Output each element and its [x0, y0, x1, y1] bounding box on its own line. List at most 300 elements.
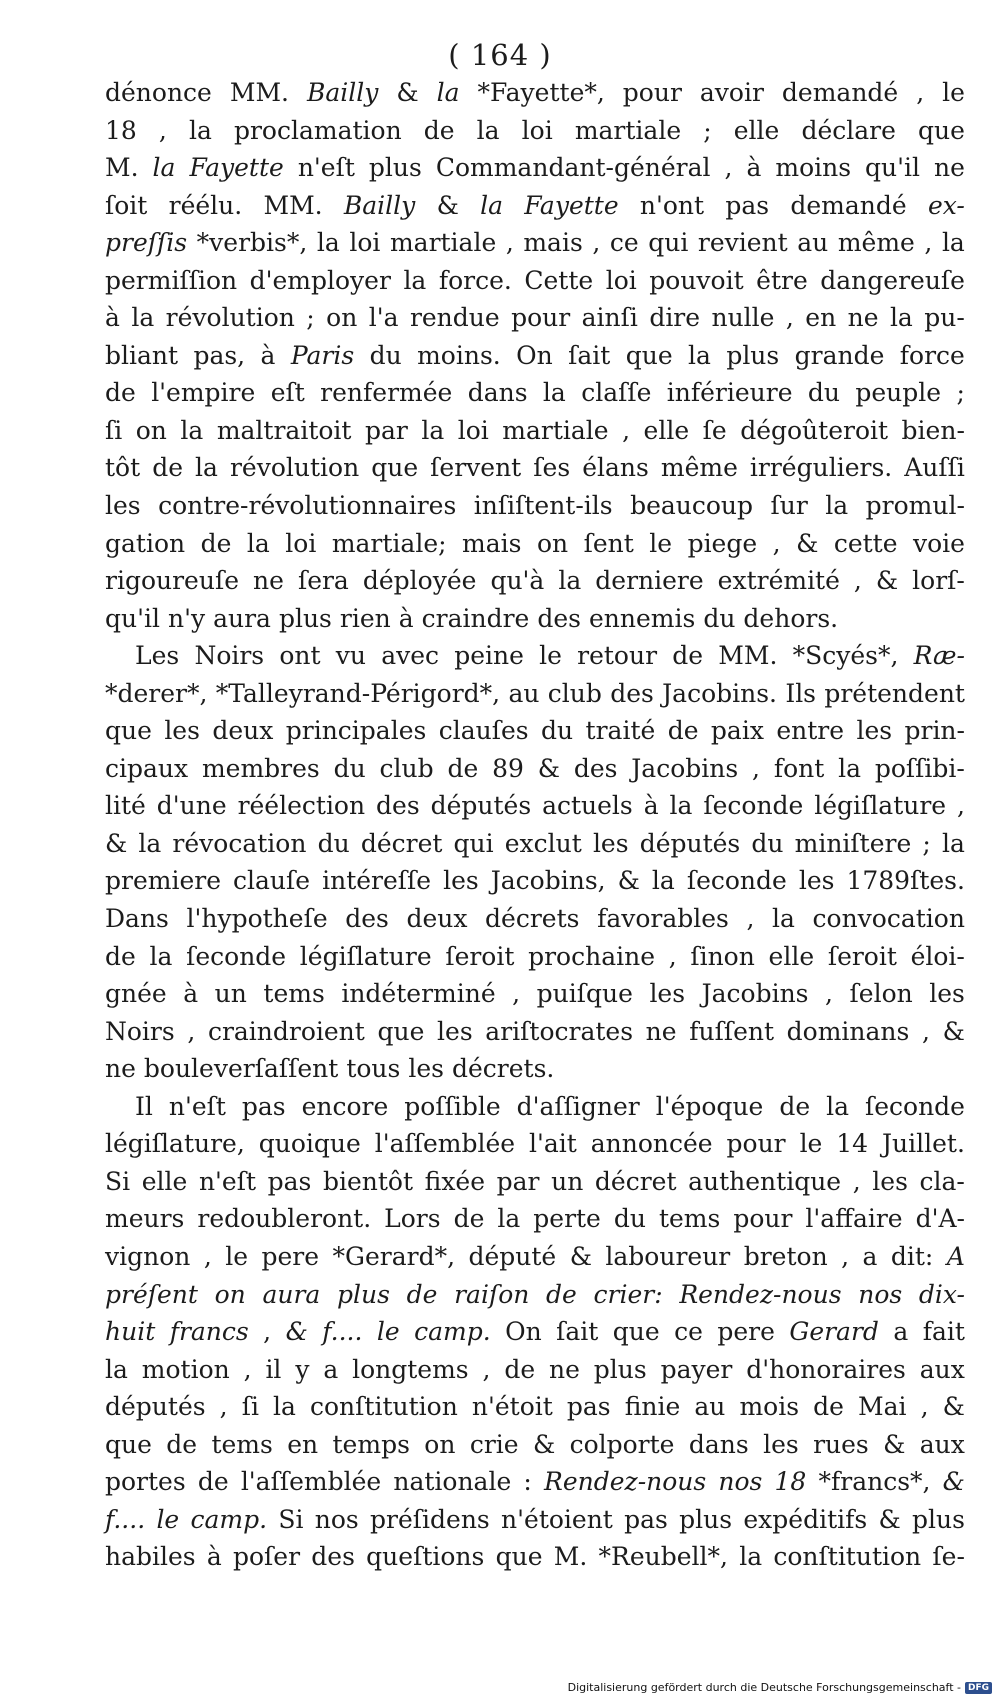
word: ſeconde	[186, 941, 287, 971]
word: au	[797, 228, 829, 258]
word: Rendez-nous	[544, 1467, 707, 1497]
text-line	[105, 787, 965, 825]
word: 1789ſtes.	[846, 866, 965, 896]
word: piege	[687, 528, 758, 558]
word: pour	[622, 78, 682, 107]
word: MM.	[229, 78, 289, 107]
word: ,	[592, 228, 601, 258]
word: ,	[852, 1166, 861, 1196]
word: députés	[639, 828, 741, 858]
word: la	[180, 415, 204, 445]
word: aura	[262, 1279, 321, 1309]
word: dire	[649, 303, 701, 333]
word: elle	[643, 415, 690, 445]
word: conſtitution	[773, 1542, 922, 1572]
word: à	[206, 1542, 222, 1572]
word: la	[941, 228, 965, 258]
word: quoique	[258, 1129, 361, 1159]
word: n'y	[167, 603, 206, 633]
word: annoncée	[590, 1129, 713, 1159]
word: Commandant-général	[435, 153, 711, 183]
word: par	[364, 415, 408, 445]
word: les	[872, 1166, 908, 1196]
word: *verbis*,	[196, 228, 308, 258]
word: qu'il	[105, 603, 160, 633]
word: révolution	[229, 453, 360, 483]
word: pour	[726, 1129, 786, 1159]
word: crie	[469, 1429, 519, 1459]
word: bliant	[105, 340, 179, 370]
word: camp.	[414, 1317, 491, 1347]
text-line	[105, 74, 965, 112]
text-line	[105, 1200, 965, 1238]
word: derniere	[595, 566, 704, 596]
word: on	[214, 1279, 246, 1309]
word: les	[649, 979, 686, 1009]
word: membres	[201, 753, 320, 783]
word: nos	[718, 1467, 763, 1497]
word: nos	[314, 1504, 359, 1534]
word: ,	[752, 753, 760, 783]
word: n'eſt	[198, 1166, 257, 1196]
word: à	[260, 340, 276, 370]
text-line	[105, 487, 965, 525]
word: camp.	[190, 1504, 268, 1534]
word: ne	[847, 303, 879, 333]
word: la	[941, 828, 965, 858]
word: dominans	[786, 1016, 910, 1046]
word: ſi	[105, 415, 123, 445]
word: de	[105, 941, 136, 971]
word: ,	[746, 904, 755, 934]
word: la	[246, 528, 270, 558]
word: ſeconde	[864, 1091, 965, 1121]
word: la	[403, 265, 427, 295]
word: ,	[203, 1241, 212, 1271]
word: les	[443, 866, 479, 896]
word: élans	[582, 453, 649, 483]
word: ont	[279, 641, 321, 671]
word: aux	[919, 1429, 965, 1459]
word: rues	[813, 1429, 869, 1459]
text-line	[105, 1276, 965, 1314]
word: ,	[920, 1392, 929, 1422]
word: martiale	[389, 228, 497, 258]
word: On	[505, 1317, 542, 1347]
word: décrets.	[451, 1054, 555, 1084]
word: ſeroit	[445, 941, 515, 971]
text-line	[105, 1538, 965, 1576]
word: force.	[438, 265, 512, 295]
word: légiſlature,	[105, 1129, 245, 1159]
word: elle	[733, 115, 780, 145]
text-line	[105, 1013, 965, 1051]
word: la	[688, 340, 711, 370]
word: force	[899, 340, 965, 370]
word: à	[643, 791, 659, 821]
word: Noirs	[194, 641, 265, 671]
word: que	[612, 1317, 660, 1347]
word: à	[746, 153, 762, 183]
text-line	[105, 1163, 965, 1201]
word: convocation	[812, 904, 965, 934]
word: tems	[263, 979, 325, 1009]
word: le	[156, 1504, 180, 1534]
word: les	[798, 866, 835, 896]
word: de	[672, 641, 704, 671]
word: ,	[772, 528, 781, 558]
word: ſi	[241, 1392, 259, 1422]
word: pas	[725, 190, 770, 220]
word: ,	[668, 941, 677, 971]
word: clauſe	[233, 866, 311, 896]
text-line	[105, 112, 965, 150]
word: gnée	[105, 979, 167, 1009]
word: loi	[521, 115, 553, 145]
word: huit	[105, 1317, 156, 1347]
word: des	[311, 1542, 355, 1572]
word: Fayette	[524, 190, 619, 220]
page-number: ( 164 )	[448, 38, 552, 72]
word: finie	[624, 1392, 681, 1422]
text-line	[105, 374, 965, 412]
word: plus	[368, 153, 422, 183]
word: elle	[768, 941, 815, 971]
word: bientôt	[322, 1166, 414, 1196]
word: longtems	[352, 1354, 469, 1384]
text-line	[105, 262, 965, 300]
word: &	[436, 190, 459, 220]
word: de	[406, 1279, 438, 1309]
word: Lors	[384, 1204, 441, 1234]
word: du	[703, 603, 736, 633]
word: &	[942, 1467, 965, 1497]
word: 18	[105, 115, 137, 145]
word: a	[323, 1354, 339, 1384]
word: pas	[566, 1392, 611, 1422]
word: la	[651, 866, 675, 896]
word: Les	[135, 641, 180, 671]
word: favorables	[597, 904, 729, 934]
word: pouvoit	[649, 265, 744, 295]
word: vu	[335, 641, 366, 671]
word: rigoureuſe	[105, 566, 239, 596]
word: revient	[697, 228, 788, 258]
word: &	[942, 1016, 965, 1046]
word: l'a	[368, 303, 399, 333]
word: la	[195, 453, 218, 483]
word: beaucoup	[630, 491, 754, 521]
word: queſtions	[366, 1542, 485, 1572]
word: un	[551, 1166, 584, 1196]
word: n'eſt	[297, 153, 355, 183]
text-line	[105, 1388, 965, 1426]
word: nos	[858, 1279, 903, 1309]
word: cipaux	[105, 753, 189, 783]
word: ,	[841, 1241, 850, 1271]
word: Mai	[858, 1392, 907, 1422]
word: ſervent	[430, 453, 522, 483]
word: ce	[674, 1317, 703, 1347]
word: dénonce	[105, 78, 212, 107]
word: de	[453, 1204, 485, 1234]
text-line	[105, 224, 965, 262]
word: n'étoit	[471, 1392, 553, 1422]
word: plus	[912, 1504, 965, 1534]
text-line	[105, 1351, 965, 1389]
word: éloi-	[910, 941, 965, 971]
word: demandé	[790, 190, 907, 220]
word: perte	[533, 1204, 601, 1234]
word: dangereuſe	[820, 265, 965, 295]
word: Si	[105, 1166, 131, 1196]
word: crier:	[593, 1279, 663, 1309]
text-line	[105, 1463, 965, 1501]
word: ſe	[702, 415, 727, 445]
word: Rendez-nous	[679, 1279, 842, 1309]
word: que	[105, 1429, 152, 1459]
text-line	[105, 900, 965, 938]
word: club	[547, 678, 602, 708]
word: pu-	[924, 303, 965, 333]
word: Paris	[290, 340, 355, 370]
word: de	[779, 1091, 811, 1121]
word: décret	[594, 1166, 677, 1196]
word: pour	[733, 1204, 793, 1234]
word: Bailly	[343, 190, 416, 220]
word: poſſibi-	[874, 753, 965, 783]
word: qu'à	[490, 566, 545, 596]
footer-credit: Digitalisierung gefördert durch die Deutsche Forschungsgemeinschaft -	[567, 1681, 961, 1694]
word: ,	[922, 1016, 930, 1046]
word: le	[376, 1317, 400, 1347]
word: ſait	[568, 340, 611, 370]
word: nationale	[393, 1467, 512, 1497]
word: breton	[743, 1241, 828, 1271]
word: les	[856, 716, 893, 746]
word: dix-	[918, 1279, 965, 1309]
word: martiale	[502, 415, 609, 445]
word: portes	[105, 1467, 186, 1497]
text-line	[105, 1313, 965, 1351]
word: n'ont	[639, 190, 705, 220]
word: M.	[553, 1542, 588, 1572]
word: qui	[648, 228, 689, 258]
word: voie	[913, 528, 965, 558]
word: elle	[141, 1166, 188, 1196]
word: l'aſſemblée	[240, 1467, 382, 1497]
word: Il	[135, 1091, 153, 1121]
word: indéterminé	[341, 979, 496, 1009]
word: Jacobins.	[662, 678, 777, 708]
word: entre	[776, 716, 845, 746]
word: on	[135, 415, 167, 445]
word: *Fayette*,	[477, 78, 605, 107]
word: ,	[158, 115, 167, 145]
word: plus	[278, 603, 332, 633]
word: martiale	[574, 115, 682, 145]
word: ſelon	[849, 979, 913, 1009]
text-line	[105, 1050, 965, 1088]
word: ,	[512, 979, 521, 1009]
text-line	[105, 525, 965, 563]
word: moins.	[417, 340, 501, 370]
text-line	[105, 637, 965, 675]
word: réélection	[237, 791, 366, 821]
word: ſe-	[932, 1542, 965, 1572]
word: qui	[453, 828, 494, 858]
word: *Talleyrand-Périgord*,	[215, 678, 501, 708]
word: prin-	[904, 716, 965, 746]
dfg-logo: DFG	[965, 1682, 992, 1694]
word: au	[694, 1392, 726, 1422]
word: payer	[660, 1354, 733, 1384]
word: la	[149, 941, 173, 971]
word: Jacobins	[701, 979, 809, 1009]
word: les	[592, 828, 629, 858]
word: tems	[211, 1429, 273, 1459]
word: même	[837, 228, 915, 258]
word: mois	[739, 1392, 800, 1422]
word: que	[377, 1016, 425, 1046]
word: :	[523, 1467, 532, 1497]
word: la	[889, 303, 913, 333]
word: ,	[924, 228, 933, 258]
word: ,	[785, 303, 794, 333]
word: deux	[212, 716, 274, 746]
word: ſeconde	[686, 866, 787, 896]
word: réélu.	[168, 190, 243, 220]
word: ,	[187, 1016, 196, 1046]
word: on	[536, 528, 569, 558]
word: prochaine	[528, 941, 655, 971]
word: *francs*,	[818, 1467, 931, 1497]
word: peuple	[855, 378, 942, 408]
word: la	[476, 115, 500, 145]
word: pas	[241, 1091, 286, 1121]
word: poſſible	[404, 1091, 501, 1121]
word: a	[862, 1241, 878, 1271]
word: ,	[724, 153, 733, 183]
word: ſait	[556, 1317, 599, 1347]
word: ariſtocrates	[485, 1016, 634, 1046]
word: la	[138, 828, 162, 858]
word: mais	[462, 528, 522, 558]
word: d'employer	[249, 265, 391, 295]
word: la	[825, 491, 849, 521]
word: plus	[593, 1354, 647, 1384]
word: du	[333, 753, 366, 783]
word: ,	[957, 791, 965, 821]
word: n'eſt	[168, 1091, 226, 1121]
word: d'honoraires	[746, 1354, 906, 1384]
text-line	[105, 1125, 965, 1163]
word: de	[200, 528, 232, 558]
word: clauſes	[438, 716, 529, 746]
word: &	[878, 1504, 901, 1534]
word: des	[610, 678, 654, 708]
word: l'hypotheſe	[186, 904, 328, 934]
word: MM.	[263, 190, 323, 220]
word: ne	[253, 566, 284, 596]
word: plus	[679, 1504, 733, 1534]
word: aura	[213, 603, 271, 633]
word: même	[660, 453, 738, 483]
word: ſur	[770, 491, 808, 521]
word: que	[105, 716, 152, 746]
word: vignon	[105, 1241, 191, 1271]
word: du	[369, 340, 402, 370]
word: les	[437, 1016, 473, 1046]
word: gation	[105, 528, 186, 558]
word: 18	[774, 1467, 807, 1497]
word: le	[942, 78, 965, 107]
word: de	[546, 1279, 577, 1309]
word: du	[751, 828, 784, 858]
word: de	[813, 1392, 844, 1422]
word: Ræ-	[913, 641, 965, 671]
word: décret	[360, 828, 443, 858]
word: la	[131, 303, 155, 333]
text-line	[105, 1426, 965, 1464]
word: députés	[430, 791, 532, 821]
word: traité	[585, 716, 656, 746]
word: le	[649, 528, 673, 558]
word: &	[617, 866, 640, 896]
word: ſera	[297, 566, 349, 596]
word: f....	[322, 1317, 363, 1347]
word: *Scyés*,	[792, 641, 899, 671]
word: légiſlature	[814, 791, 947, 821]
word: plus	[726, 340, 780, 370]
word: grande	[794, 340, 885, 370]
word: les	[408, 1054, 444, 1084]
word: Noirs	[105, 1016, 175, 1046]
word: un	[214, 979, 247, 1009]
word: la	[273, 1392, 296, 1422]
word: redoubleront.	[197, 1204, 372, 1234]
word: laboureur	[605, 1241, 731, 1271]
word: du	[541, 716, 574, 746]
word: député	[468, 1241, 557, 1271]
word: &	[105, 828, 128, 858]
word: 14	[836, 1129, 869, 1159]
word: de	[504, 1354, 536, 1384]
word: paix	[710, 716, 764, 746]
word: il	[265, 1354, 282, 1384]
word: pere	[717, 1317, 775, 1347]
text-line	[105, 938, 965, 976]
word: ſeconde	[703, 791, 804, 821]
word: poſer	[233, 1542, 301, 1572]
word: au	[508, 678, 540, 708]
word: avec	[381, 641, 440, 671]
word: dans	[467, 378, 528, 408]
word: martiale;	[331, 528, 447, 558]
word: actuels	[542, 791, 633, 821]
word: Cette	[524, 265, 594, 295]
word: Gerard	[789, 1317, 879, 1347]
word: d'aſſigner	[516, 1091, 640, 1121]
word: nulle	[711, 303, 775, 333]
word: loi	[457, 415, 489, 445]
word: à	[398, 603, 414, 633]
word: ſes	[533, 453, 571, 483]
word: claſſe	[581, 378, 652, 408]
word: cette	[833, 528, 898, 558]
word: loi	[605, 265, 637, 295]
word: f....	[105, 1504, 146, 1534]
